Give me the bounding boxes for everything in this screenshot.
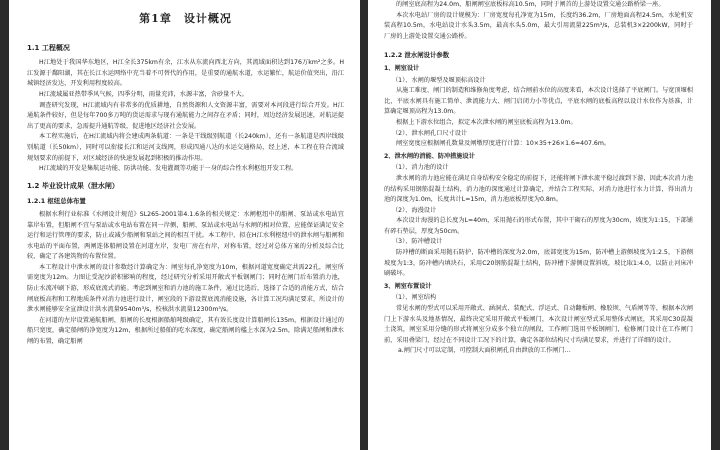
- paragraph: 的闸室底高程为24.0m，船闸闸室底板标高10.5m，同时于闸首的上游处设置交通公路桥梁一座。: [396, 1, 665, 8]
- list-subheading: （2）、海漫设计: [392, 206, 437, 214]
- paragraph: 本次设计海漫的总长度为L=40m，采用抛石的形式布置，其中干砌石的厚度为30cm，坡度为1:15，下部铺有碎石垫层，厚度为50cm。: [384, 217, 693, 235]
- list-subheading: （1）、闸室结构: [392, 294, 437, 302]
- list-heading: 2、泄水闸的消能、防冲措施设计: [384, 152, 475, 160]
- list-subheading: （2）、泄水闸孔口尺寸设计: [392, 129, 468, 137]
- paragraph: 根据水利行业标准《水闸设计规范》SL265-2001第4.1.6条的相关规定：水闸枢纽中的船闸、泵站或水电站宜靠岸布置，但船闸不宜与泵站或水电站布置在同一岸侧，船闸、泵站或水电站与水闸的相对位置，应能保证满足安全运行和运行管理的要求，防止或减少船闸和泵站之间的相互干扰。本工程中，拟在H江水利枢纽中的泄水闸与船闸和水电站的平面布置，两闸连体船闸设置在河道左岸，发电厂房在右岸，对称布置，经过对总体方案的分析及综合比较，确定了各建筑物的布置位置。: [27, 210, 344, 261]
- subsection-heading: 1.2.2 泄水闸设计参数: [384, 51, 450, 60]
- paragraph: 本次水电站厂房的设计规模为：厂房宽度每孔净宽为15m，长度约36.2m，厂房地面高程24.5m，水轮机安装高程10.5m，水电站设计水头3.5m，最高水头5.0m，最大引用流量225m³/s，总装机3×2200kW，同时于厂房的上游处设置交通公路桥。: [384, 11, 693, 40]
- paragraph: 闸室宽度应根据闸孔数量及闸墩厚度进行计算：10×35+26×1.6=407.6m。: [396, 140, 611, 148]
- list-heading: 1、闸室设计: [384, 64, 420, 72]
- section-heading: 1.2 毕业设计成果（泄水闸）: [27, 181, 119, 190]
- subsection-heading: 1.2.1 枢纽总体布置: [27, 197, 86, 206]
- list-subheading: （3）、防冲槽设计: [392, 238, 443, 246]
- paragraph: 本工程实施后，在H江流域内将会建成两条航道：一条是干线级别航道（长240km），还有一条航道是西岸线级别航道（长50km），同时可以衔接长江和运河支线网，形成四通八达的水运交通格局，经上述，本工程在符合流域规划要求的前提下，对区域经济的快速发展起到积极的推动作用。: [27, 133, 344, 162]
- list-subheading: （1）、水闸的堰型及堰顶标高设计: [392, 76, 486, 84]
- paragraph: 在河道的左岸设置通航船闸，船闸的长度根据船舶吨级确定，其有效长度设计算船闸长135m，根据设计通过的船只宽度，确定船闸的净宽度为12m，根据所过船舶的吃水深度，确定船闸的槛上水深为2.5m，除满足船闸和泄水闸的布置，确定船闸: [27, 316, 344, 346]
- list-heading: 3、闸室布置设计: [384, 282, 432, 290]
- paragraph: 本工程设计中泄水闸的设计参数经计算确定为：闸室每孔净宽度为10m，根据河道宽度确定共需22孔，闸室所需宽度为12m。力图让受泥沙淤积影响的程度，经过研究分析采用开敞式平板钢闸门；同时在闸门后布置消力池，防止水流冲刷下游，形成底流式消能。考虑到闸室和消力池的施工条件，通过比选后，选择了合适的消能方式，结合闸底板高程和工程地质条件对消力池进行设计，闸室段的下游设置底流消能设施，各计算工况均满足要求，所设计的泄水闸能够安全宣泄设计洪水流量9540m³/s，校核洪水流量12300m³/s。: [27, 263, 344, 314]
- paragraph: 调查研究发现，H江流域内有非常多的优质耕地，自然资源和人文资源丰富，需要对本河段进行综合开发。H江通航条件较好，但是每年700多万吨的货运需求与现有通航能力之间存在矛盾；同时，周边经济发展迅速，对航运提出了更高的要求，急需提升通航等级，促进地区经济社会发展。: [27, 101, 344, 130]
- section-heading: 1.1 工程概况: [27, 43, 70, 52]
- list-subheading: （1）、消力池的设计: [392, 164, 449, 172]
- paragraph: 防冲槽的断面采用抛石防护，防冲槽的深度为2.0m，底部宽度为15m，防冲槽上游侧坡度为1:2.5，下游侧坡度为1:3，防冲槽内填块石，采用C20钢筋混凝土结构，防冲槽下游侧设置斜坡，坡比取1:4.0，以防止河床冲刷破坏。: [384, 249, 693, 278]
- chapter-title: 第1章 设计概况: [139, 12, 232, 25]
- paragraph: a.闸门尺寸可以定制，可控制大面积闸孔自由泄放的工作闸门…: [398, 347, 571, 355]
- paragraph: 从施工难度、闸门的制造和维修角度考虑，结合闸前水位的高度来看，本次设计选择了平底闸门。与宽顶堰相比，平底水闸具有施工简单、泄流能力大、闸门启闭力小等优点，平底水闸的底板高程以设计水位作为基准，计算确定堰顶高程为13.0m。: [384, 87, 693, 116]
- paragraph: H江地处于我国华东地区，H江全长375km有余，江水从东流向西北方向，其流域面积达到176万km²之多。H江发源于鄱阳湖，其在长江水运网络中充当着不可替代的作用，是重要的通航水道，水运繁忙，航运价值突出，沿江城镇经济发达，开发利用程度较高。: [27, 59, 344, 88]
- document-page-right[interactable]: [368, 0, 711, 450]
- paragraph: 常见水闸的型式可以采用开敞式、涵洞式、装配式、浮运式、自动翻板闸、橡胶坝、气盾闸等等，根据本次闸门上下游水头及地基情况，最终决定采用开敞式平板闸门，本次设计闸室型式采用整体式闸底，其采用C30混凝土浇筑，闸室采用分缝的形式将闸室分成多个独立的闸段，工作闸门选用平板钢闸门，检修闸门设计在工作闸门前，采用叠梁门，经过在不同设计工况下的计算，确定各部位结构尺寸均满足要求，并进行了详细的设计。: [384, 305, 693, 344]
- paragraph: 根据上下游水位组合，拟定本次泄水闸的闸室底板高程为13.0m。: [396, 118, 577, 126]
- document-page-left[interactable]: [9, 0, 360, 450]
- paragraph: 泄水闸的消力池应能在满足自身结构安全稳定的前提下，还能将闸下泄水流平稳过渡到下游，因此本次消力池的结构采用钢筋混凝土结构，消力池的深度通过计算确定，并结合工程实际，对消力池进行水力计算，得出消力池的深度为1.0m，长度共计L=15m，消力池底板厚度为0.8m。: [384, 174, 693, 204]
- paragraph: H江流域的开发是集航运功能、防洪功能、发电灌溉等功能于一身的综合性水利枢纽开发工程。: [39, 165, 298, 173]
- paragraph: H江流域属亚热带季风气候，四季分明，雨量充沛，水源丰富，含砂量不大。: [39, 90, 248, 98]
